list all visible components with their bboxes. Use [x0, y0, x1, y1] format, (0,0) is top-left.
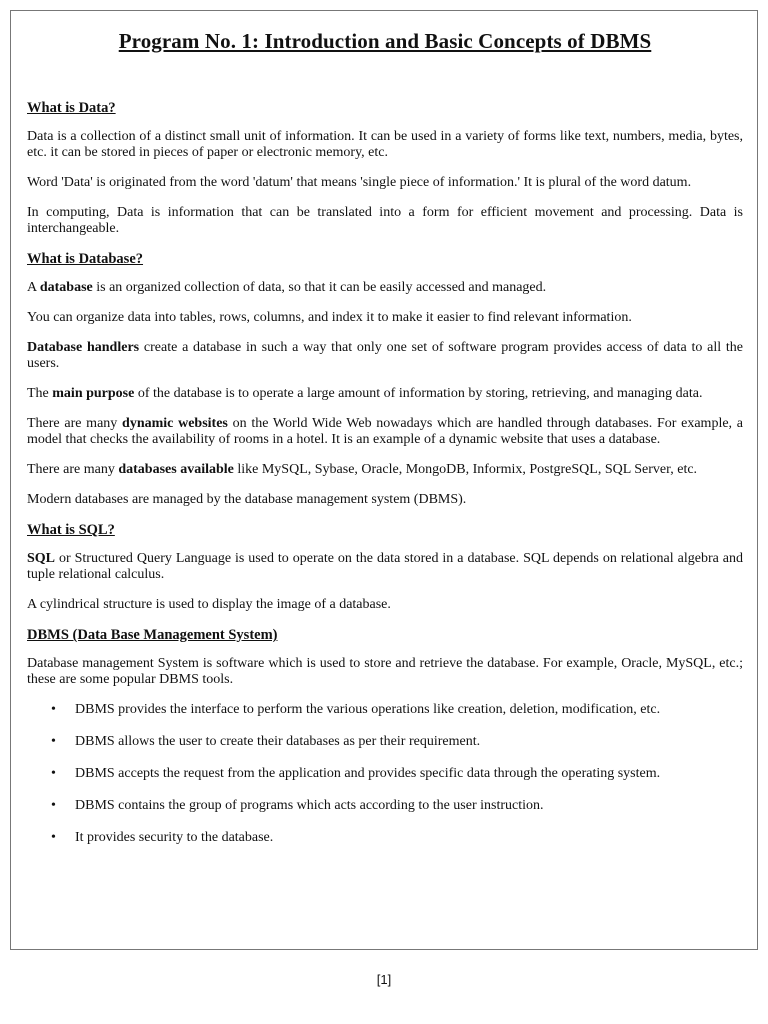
bullet-icon: • — [51, 798, 56, 813]
database-paragraph-5 — [27, 416, 743, 448]
dbms-paragraph-1: Database management System is software which is used to store and retrieve the database. For example, Oracle, MySQL, etc.; these are some popular DBMS tools. — [27, 656, 743, 687]
list-item — [27, 734, 743, 750]
heading-what-is-sql: What is SQL? — [27, 522, 115, 538]
main-purpose-term: main purpose — [52, 386, 135, 401]
list-item — [27, 798, 743, 814]
sql-paragraph-1 — [27, 551, 743, 583]
database-paragraph-7: Modern databases are managed by the database management system (DBMS). — [27, 492, 467, 507]
list-item-text: DBMS provides the interface to perform the various operations like creation, deletion, modification, etc. — [75, 702, 661, 717]
database-term: database — [39, 280, 93, 295]
list-item — [27, 830, 743, 846]
list-item — [27, 702, 743, 718]
databases-available-term: databases available — [118, 462, 234, 477]
database-paragraph-4 — [27, 386, 743, 402]
page-number: [1] — [376, 972, 392, 987]
page-frame — [10, 10, 758, 950]
database-handlers-term: Database handlers — [27, 340, 140, 355]
list-item-text: DBMS accepts the request from the application and provides specific data through the operating system. — [75, 766, 661, 781]
database-p4-text-a: The — [27, 386, 53, 401]
database-p4-text-c: of the database is to operate a large amount of information by storing, retrieving, and managing data. — [134, 386, 703, 401]
heading-what-is-database: What is Database? — [27, 251, 144, 267]
list-item-text: DBMS allows the user to create their databases as per their requirement. — [75, 734, 481, 749]
list-item-text: It provides security to the database. — [75, 830, 274, 845]
bullet-icon: • — [51, 734, 56, 749]
database-p6-text-c: like MySQL, Sybase, Oracle, MongoDB, Informix, PostgreSQL, SQL Server, etc. — [233, 462, 698, 477]
dynamic-websites-term: dynamic websites — [122, 416, 228, 431]
database-p3-text-c: create a database in such a way that only one set of software program provides access of data to all the users. — [27, 340, 743, 371]
database-paragraph-6 — [27, 462, 743, 478]
page-title: Program No. 1: Introduction and Basic Concepts of DBMS — [118, 29, 652, 53]
database-p1-text-a: A — [27, 280, 40, 295]
database-paragraph-1 — [27, 280, 743, 296]
database-paragraph-3 — [27, 340, 743, 372]
data-paragraph-2: Word 'Data' is originated from the word 'datum' that means 'single piece of information.' It is plural of the word datum. — [27, 175, 692, 190]
database-p1-text-c: is an organized collection of data, so that it can be easily accessed and managed. — [92, 280, 547, 295]
database-p5-text-c: on the World Wide Web nowadays which are handled through databases. For example, a model that checks the availability of rooms in a hotel. It is an example of a dynamic website that uses a database. — [27, 416, 743, 447]
data-paragraph-1: Data is a collection of a distinct small unit of information. It can be used in a variety of forms like text, numbers, media, bytes, etc. it can be stored in pieces of paper or electronic memory, etc. — [27, 129, 743, 160]
heading-dbms: DBMS (Data Base Management System) — [27, 627, 278, 643]
dbms-bullet-list — [27, 702, 743, 846]
heading-what-is-data: What is Data? — [27, 100, 116, 116]
database-p5-text-a: There are many — [27, 416, 123, 431]
list-item — [27, 766, 743, 782]
sql-term: SQL — [27, 551, 56, 566]
database-paragraph-2: You can organize data into tables, rows, columns, and index it to make it easier to find relevant information. — [27, 310, 632, 325]
database-p6-text-a: There are many — [27, 462, 119, 477]
bullet-icon: • — [51, 766, 56, 781]
list-item-text: DBMS contains the group of programs which acts according to the user instruction. — [75, 798, 544, 813]
sql-p1-text-c: or Structured Query Language is used to operate on the data stored in a database. SQL depends on relational algebra and tuple relational calculus. — [27, 551, 743, 582]
data-paragraph-3: In computing, Data is information that can be translated into a form for efficient movement and processing. Data is interchangeable. — [27, 205, 743, 236]
sql-paragraph-2: A cylindrical structure is used to display the image of a database. — [27, 597, 391, 612]
page-content — [27, 29, 743, 862]
bullet-icon: • — [51, 702, 56, 717]
bullet-icon: • — [51, 830, 56, 845]
